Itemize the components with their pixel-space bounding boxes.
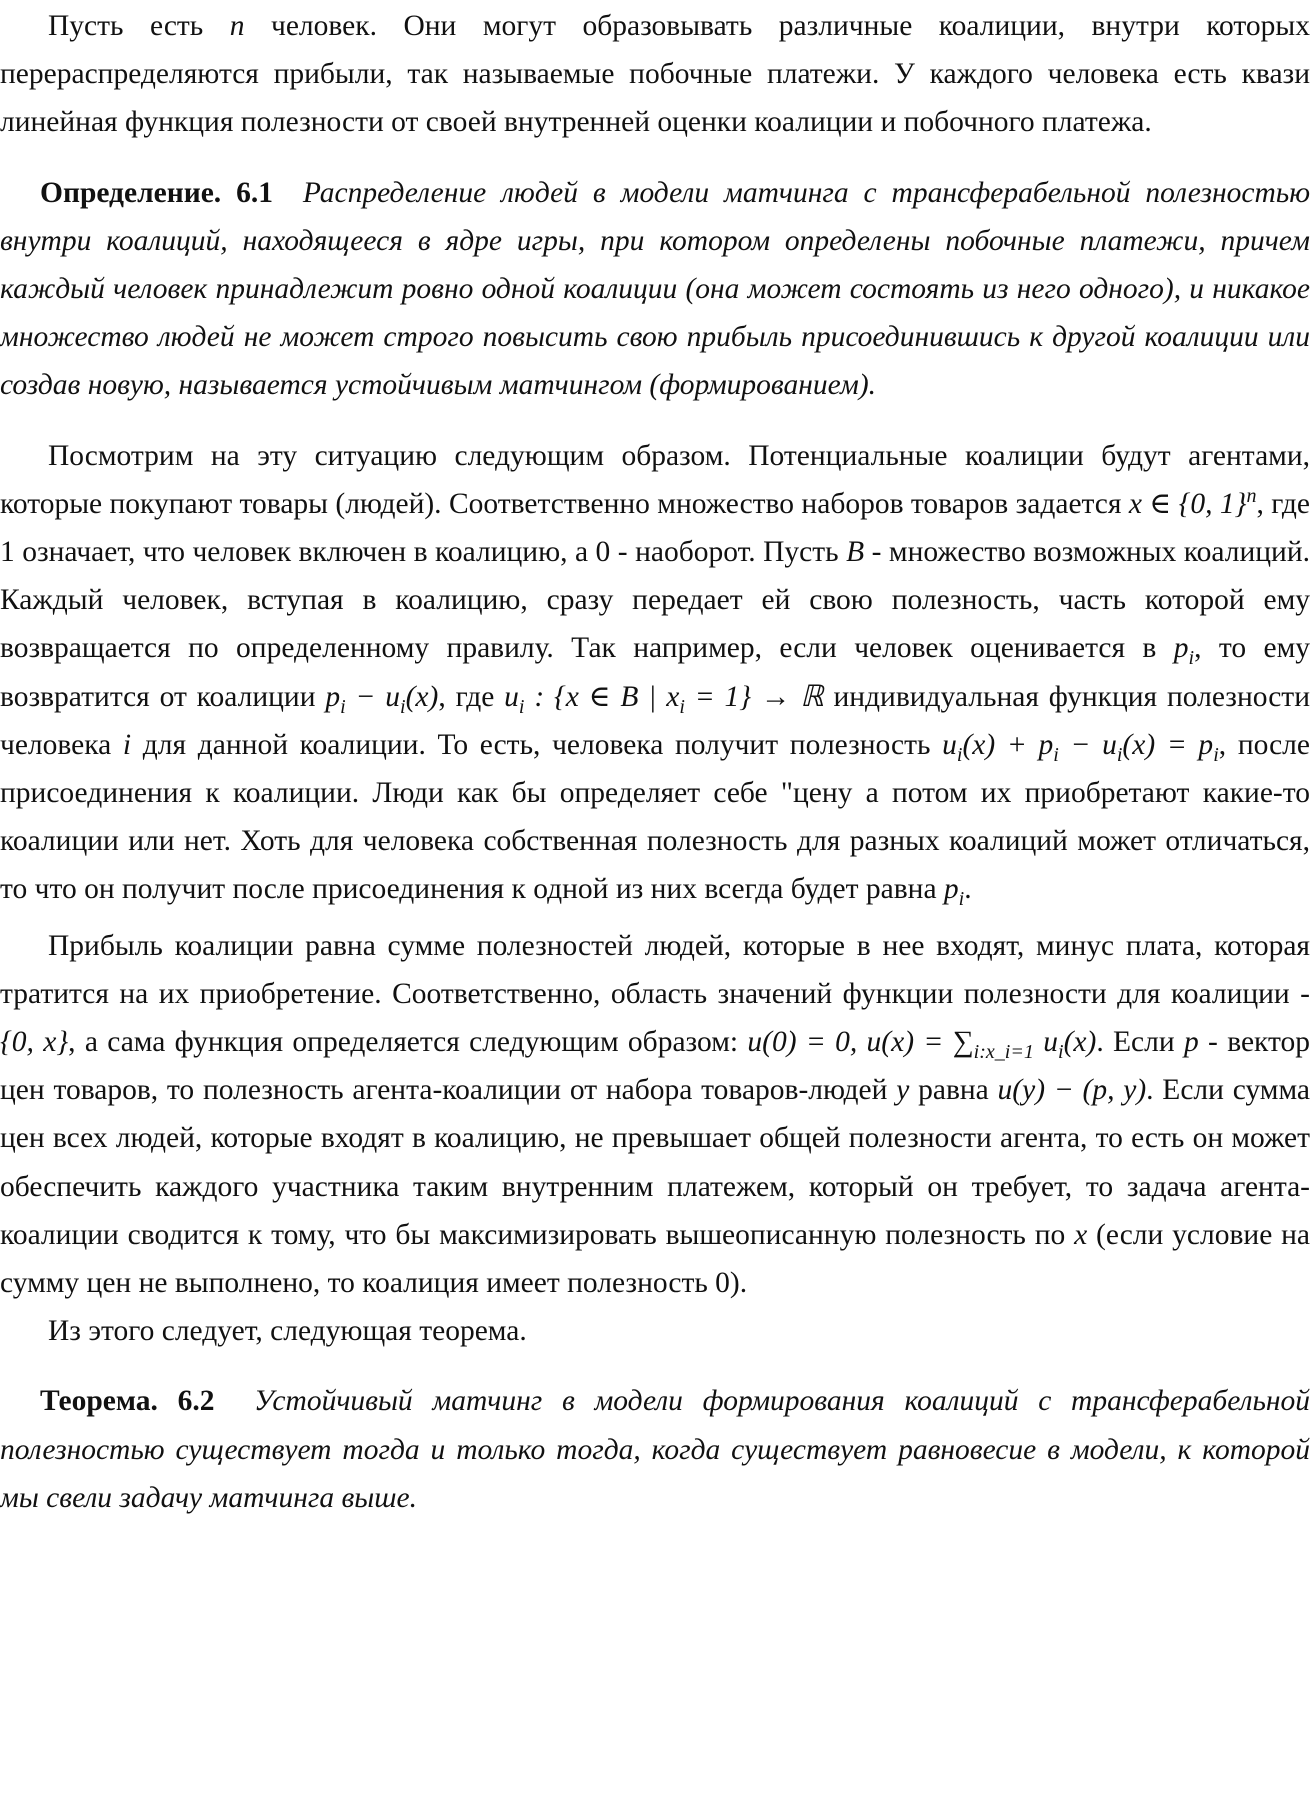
theorem-6-2: [0, 1377, 1310, 1522]
math-p-i-end: $p_i$: [943, 873, 965, 911]
math-agent-utility: u(y) − (p, y): [997, 1074, 1147, 1107]
text-span: (если условие на сумму цен не выполнено, то коалиция имеет полезность 0).: [0, 1218, 1311, 1300]
text-span: равна: [909, 1074, 998, 1107]
text-span: , где: [438, 680, 505, 713]
intro-paragraph: [0, 2, 1310, 147]
math-u-function: $u_i$ : {x ∈ B | $x_i = 1$} → ℝ: [504, 680, 824, 718]
text-span: - вектор цен товаров, то полезность агента-коалиции от набора товаров-людей: [0, 1026, 1311, 1107]
text-span: Прибыль коалиции равна сумме полезностей людей, которые в нее входят, минус плата, которая тратится на их приобретение. Соответственно, область значений функции полезности для коалиции -: [0, 929, 1310, 1010]
text-span: . Если сумма цен всех людей, которые входят в коалицию, не превышает общей полезности агента, то есть он может обеспечить каждого участника таким внутренним платежем, который он требует, то задача агента-коалиции сводится к тому, что бы максимизировать вышеописанную полезность по: [0, 1074, 1311, 1251]
text-span: человек. Они могут образовывать различные коалиции, внутри которых перераспределяются прибыли, так называемые побочные платежи. У каждого человека есть квази линейная функция полезности от своей внутренней оценки коалиции и побочного платежа.: [0, 10, 1310, 139]
paragraph-conclusion: [0, 1307, 1310, 1355]
math-y: y: [896, 1074, 910, 1107]
theorem-text: Устойчивый матчинг в модели формирования коалиций с трансферабельной полезностью существует тогда и только тогда, когда существует равновесие в модели, к которой мы свели задачу матчинга выше.: [0, 1385, 1310, 1514]
definition-6-1: [0, 169, 1310, 410]
math-x: x: [1074, 1218, 1088, 1251]
text-span: , где 1 означает, что человек включен в коалицию, а 0 - наоборот. Пусть: [0, 487, 1311, 569]
text-span: Посмотрим на эту ситуацию следующим образом. Потенциальные коалиции будут агентами, которые покупают товары (людей). Соответственно множество наборов товаров задается: [0, 439, 1310, 520]
math-range: {0, x}: [0, 1026, 69, 1059]
math-p: p: [1183, 1026, 1199, 1059]
math-i: i: [122, 728, 132, 761]
math-p-minus-u: $p_i - u_i(x)$: [325, 680, 439, 718]
math-x-set: x ∈ {0, 1}$^n$: [1128, 485, 1257, 520]
definition-text: Распределение людей в модели матчинга с трансферабельной полезностью внутри коалиций, находящееся в ядре игры, при котором определены побочные платежи, причем каждый человек принадлежит ровно одной коалиции (она может состоять из него одного), и никакое множество людей не может строго повысить свою прибыль присоединившись к другой коалиции или создав новую, называется устойчивым матчингом (формированием).: [0, 176, 1310, 402]
text-span: Пусть есть: [48, 10, 230, 42]
text-span: , а сама функция определяется следующим образом:: [68, 1026, 748, 1059]
math-p-i: $p_i$: [1173, 632, 1195, 670]
text-span: Из этого следует, следующая теорема.: [48, 1315, 527, 1348]
text-span: , после присоединения к коалиции. Люди как бы определяет себе "цену а потом их приобретают какие-то коалиции или нет. Хоть для человека собственная полезность для разных коалиций может отличаться, то что он получит после присоединения к одной из них всегда будет равна: [0, 728, 1310, 906]
math-utility-identity: $u_i(x) + p_i - u_i(x) = p_i$: [942, 728, 1219, 766]
text-span: индивидуальная функция полезности человека: [0, 680, 1310, 761]
text-span: . Если: [1096, 1026, 1184, 1059]
theorem-head: Теорема. 6.2: [40, 1385, 215, 1418]
paragraph-coalitions-as-agents: [0, 432, 1310, 914]
math-utility-sum: u(0) = 0, $u(x) = \sum_{i:x\_i=1}$ $u_i(x)$: [747, 1026, 1097, 1063]
math-B: B: [846, 536, 865, 569]
paragraph-coalition-profit: [0, 922, 1310, 1308]
text-span: , то ему возвратится от коалиции: [0, 632, 1310, 713]
text-span: для данной коалиции. То есть, человека получит полезность: [131, 728, 943, 761]
text-span: - множество возможных коалиций. Каждый человек, вступая в коалицию, сразу передает ей свою полезность, часть которой ему возвращается по определенному правилу. Так например, если человек оценивается в: [0, 536, 1310, 665]
text-span: .: [964, 873, 972, 906]
definition-head: Определение. 6.1: [40, 176, 273, 209]
math-n: n: [229, 10, 245, 42]
